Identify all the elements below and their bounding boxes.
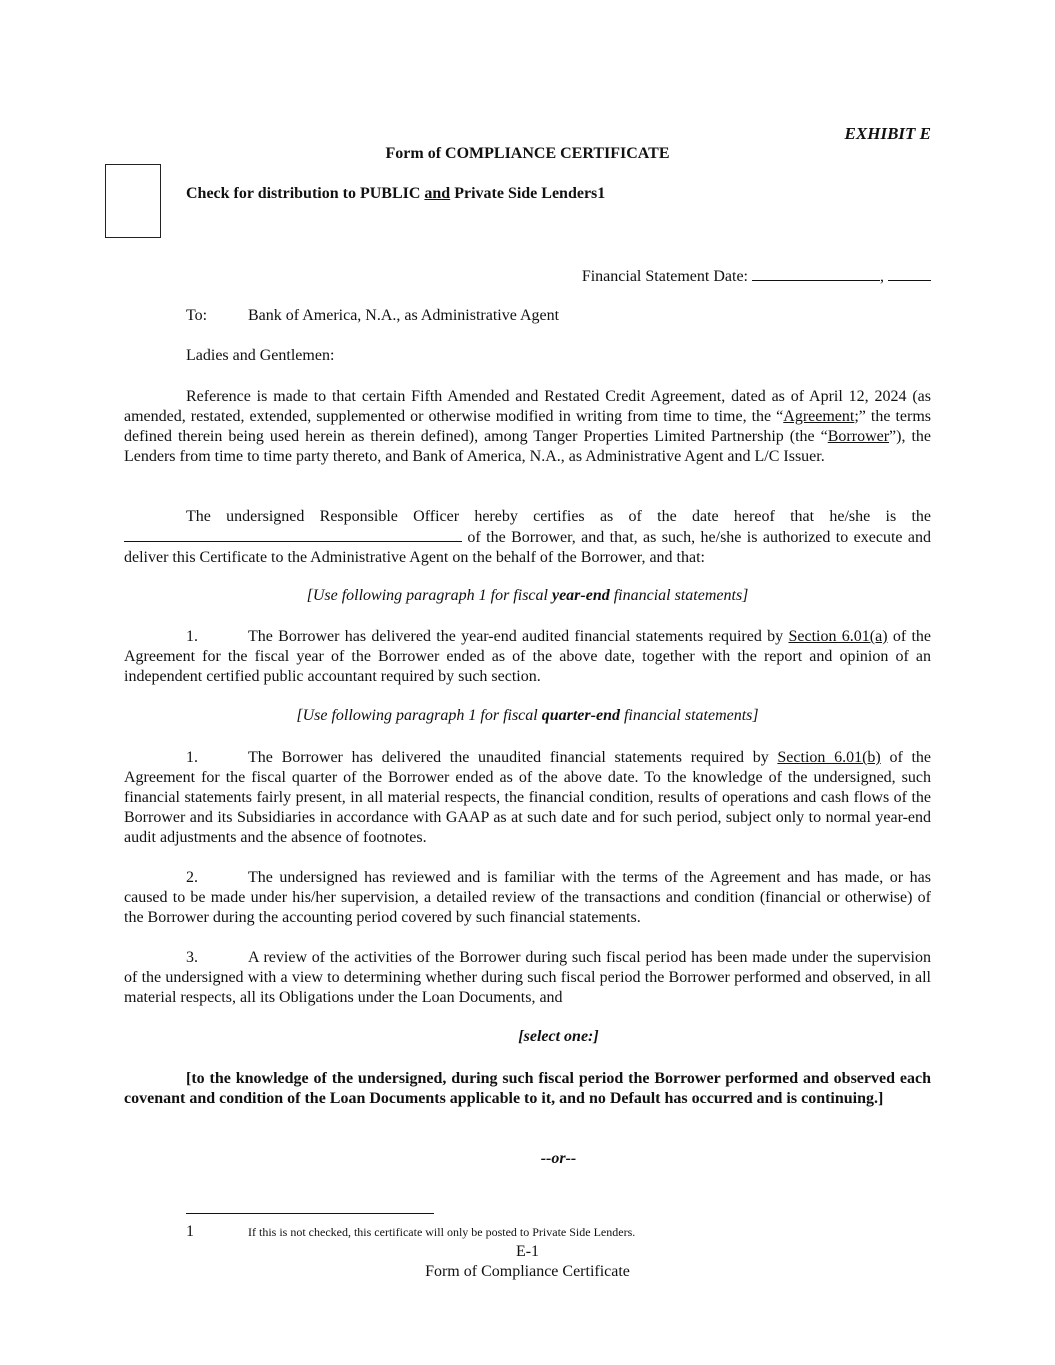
paragraph-1-year-end: 1. The Borrower has delivered the year-end audited financial statements required by Section 6.01(a) of the Agreement for the fiscal year of the Borrower ended as of the above date, together with the report and opinion of an independent certified public accountant required by such section. xyxy=(124,628,932,685)
reference-paragraph: Reference is made to that certain Fifth Amended and Restated Credit Agreement, dated as of April 12, 2024 (as amended, restated, extended, supplemented or otherwise modified in writing from time to time, the “Agreement;” the terms defined therein being used herein as therein defined), among Tanger Properties Limited Partnership (the “Borrower”), the Lenders from time to time party thereto, and Bank of America, N.A., as Administrative Agent and L/C Issuer. xyxy=(124,388,931,465)
exhibit-label: EXHIBIT E xyxy=(844,124,931,143)
year-blank[interactable] xyxy=(888,266,931,281)
date-blank[interactable] xyxy=(752,266,880,281)
checkbox-label: Check for distribution to PUBLIC and Private Side Lenders1 xyxy=(186,185,606,202)
footnote-text: If this is not checked, this certificate will only be posted to Private Side Lenders. xyxy=(248,1225,636,1239)
public-distribution-checkbox[interactable] xyxy=(105,164,161,238)
instruction-quarter-end: [Use following paragraph 1 for fiscal quarter-end financial statements] xyxy=(296,707,759,724)
financial-statement-date: Financial Statement Date: , xyxy=(582,266,931,286)
to-label: To: xyxy=(186,307,208,324)
paragraph-1-quarter-end: 1. The Borrower has delivered the unaudited financial statements required by Section 6.01(b) of the Agreement for the fiscal quarter of the Borrower ended as of the above date. To the knowledge of the undersigned, such financial statements fairly present, in all material respects, the financial condition, results of operations and cash flows of the Borrower and its Subsidiaries in accordance with GAAP as at such date and for such period, subject only to normal year-end audit adjustments and the absence of footnotes. xyxy=(124,749,932,846)
knowledge-option: [to the knowledge of the undersigned, during such fiscal period the Borrower performed and observed each covenant and condition of the Loan Documents applicable to it, and no Default has occurred and is continuing.] xyxy=(124,1070,931,1107)
select-one-instruction: [select one:] xyxy=(518,1028,599,1045)
footnote-number: 1 xyxy=(186,1223,194,1240)
instruction-year-end: [Use following paragraph 1 for fiscal year-end financial statements] xyxy=(306,587,749,604)
addressee: Bank of America, N.A., as Administrative Agent xyxy=(248,307,560,324)
borrower-term: Borrower xyxy=(827,428,890,445)
agreement-term: Agreement xyxy=(783,408,855,425)
salutation: Ladies and Gentlemen: xyxy=(186,347,335,364)
officer-title-blank[interactable] xyxy=(124,527,462,542)
footnote-divider xyxy=(186,1213,434,1214)
paragraph-3: 3. A review of the activities of the Borrower during such fiscal period has been made under the supervision of the undersigned with a view to determining whether during such fiscal period the Borrower performed and observed, in all material respects, all its Obligations under the Loan Documents, and xyxy=(124,949,931,1006)
or-separator: --or-- xyxy=(540,1150,577,1167)
section-6-01a-reference: Section 6.01(a) xyxy=(788,628,888,645)
paragraph-2: 2. The undersigned has reviewed and is familiar with the terms of the Agreement and has made, or has caused to be made under his/her supervision, a detailed review of the transactions and condition (financial or otherwise) of the Borrower during the accounting period covered by such financial statements. xyxy=(124,869,931,926)
footer-title: Form of Compliance Certificate xyxy=(425,1263,630,1280)
section-6-01b-reference: Section 6.01(b) xyxy=(777,749,881,766)
page-number: E-1 xyxy=(515,1243,540,1260)
document-title: Form of COMPLIANCE CERTIFICATE xyxy=(385,145,670,162)
certification-paragraph: The undersigned Responsible Officer hereby certifies as of the date hereof that he/she is the of the Borrower, and that, as such, he/she is authorized to execute and deliver this Certificate to the Administrative Agent on the behalf of the Borrower, and that: xyxy=(124,508,931,566)
